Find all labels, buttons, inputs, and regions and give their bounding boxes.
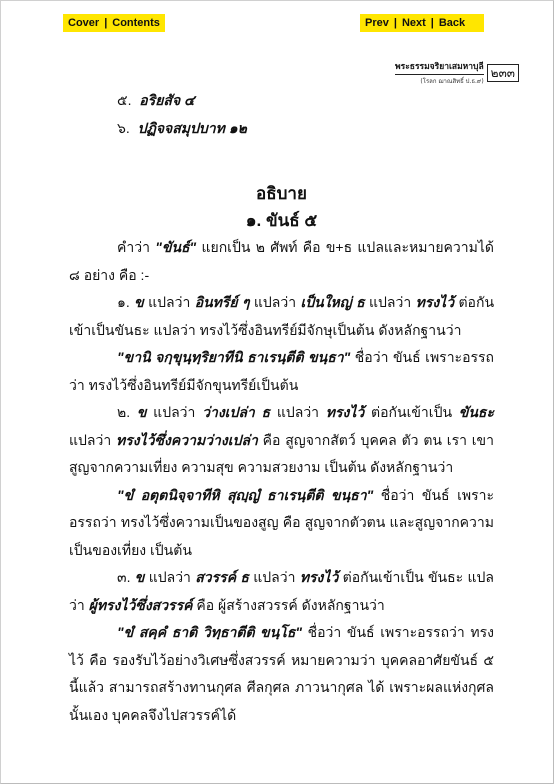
paragraph (69, 234, 494, 289)
paragraph (69, 289, 494, 344)
text-run: ต่อกันเข้าเป็น ขันธะ แปลว่า (69, 569, 494, 613)
text-run: แปลว่า (249, 294, 301, 310)
pali-quote: "ขํ อตุตนิจฺจาทีหิ สุญฺญํ ธาเรนฺตีติ ขนฺธา" (117, 486, 374, 503)
running-header (395, 59, 519, 86)
text-run: แปลว่า (144, 569, 196, 585)
text-run: แปลว่า (364, 294, 416, 310)
paragraph (69, 344, 494, 399)
back-link[interactable]: Back (438, 17, 466, 29)
list-item (69, 115, 494, 143)
pali-quote: "ขํ สคฺคํ ธาติ วิทฺธาตีติ ขนฺโธ" (117, 624, 303, 640)
text-run: คือ สูญจากสัตว์ บุคคล ตัว ตน เรา เขา สูญจากความเที่ยง ความสุข ความสวยงาม เป็นต้น ดังหลักฐานว่า (69, 431, 494, 475)
paragraph (69, 399, 494, 482)
term-emphasis: ข (134, 294, 144, 310)
text-run: ชื่อว่า ขันธ์ เพราะอรรถว่า ทรงไว้ คือ รองรับไว้อย่างวิเศษซึ่งสวรรค์ หมายความว่า บุคคลอาศัยขันธ์ ๕ นี้แล้ว สามารถสร้างทานกุศล ศีลกุศล ภาวนากุศล ได้ เพราะผลแห่งกุศลนั้นเอง บุคคลจึงไปสวรรค์ได้ (69, 624, 494, 723)
term-emphasis: ข (136, 404, 147, 420)
text-run: ต่อกันเข้าเป็นขันธะ แปลว่า ทรงไว้ซึ่งอินทรีย์มีจักษุเป็นต้น ดังหลักฐานว่า (69, 294, 495, 338)
text-run: แปลว่า (143, 294, 195, 310)
nav-separator: | (104, 17, 108, 29)
term-emphasis: ทรงไว้ (325, 404, 365, 420)
text-run: คำว่า (117, 239, 156, 255)
page-number: ๒๓๓ (487, 64, 519, 82)
text-run: แยกเป็น ๒ ศัพท์ คือ ข+ธ แปลและหมายความได้ ๘ อย่าง คือ :- (69, 239, 494, 283)
term-emphasis: ทรงไว้ (415, 294, 455, 310)
term-emphasis: เป็นใหญ่ (300, 294, 352, 310)
text-run: ชื่อว่า ขันธ์ เพราะอรรถว่า ทรงไว้ซึ่งความเป็นของสูญ คือ สูญจากตัวตน และสูญจากความเป็นของเที่ยง เป็นต้น (69, 486, 494, 558)
paragraph (69, 619, 494, 729)
header-title: พระธรรมจริยาเสมหาบุลี (395, 59, 484, 75)
text-run (255, 404, 262, 420)
text-run: ๑. (117, 294, 135, 310)
text-run: ๒. (117, 404, 137, 420)
prev-link[interactable]: Prev (365, 17, 389, 29)
term-emphasis: อินทรีย์ ๆ (194, 294, 250, 310)
list-item-number: ๖. (117, 119, 130, 136)
text-run: ต่อกันเข้าเป็น (364, 404, 459, 420)
text-run: ๓. (117, 569, 135, 585)
text-run: แปลว่า (146, 404, 203, 420)
page-content (69, 87, 494, 729)
term-emphasis: ทรงไว้ (299, 569, 339, 585)
term-emphasis: ธ (261, 404, 271, 420)
term-emphasis: ขันธะ (458, 404, 494, 420)
term-emphasis: "ขันธ์" (155, 239, 197, 255)
text-run: แปลว่า (69, 431, 117, 448)
nav-bar-right (360, 14, 484, 32)
section-title: อธิบาย (256, 184, 307, 203)
subsection-title: ๑. ขันธ์ ๕ (245, 211, 318, 230)
nav-bar-left (63, 14, 165, 32)
list-item (69, 87, 494, 115)
pali-quote: "ขานิ จกฺขุนฺทฺริยาทีนิ ธาเรนฺตีติ ขนฺธา" (117, 349, 351, 365)
list-item-number: ๕. (117, 92, 132, 108)
header-text (395, 59, 484, 86)
term-emphasis: ว่างเปล่า (202, 404, 255, 420)
nav-separator: | (393, 17, 397, 29)
paragraph (69, 564, 494, 619)
nav-separator: | (430, 17, 434, 29)
term-emphasis: สวรรค์ (195, 569, 237, 585)
text-run: คือ ผู้สร้างสวรรค์ ดังหลักฐานว่า (192, 596, 385, 613)
cover-link[interactable]: Cover (68, 17, 100, 29)
term-emphasis: ข (134, 569, 145, 585)
list-item-text: ปฏิจจสมุปบาท ๑๒ (137, 119, 247, 136)
term-emphasis: ธ (356, 294, 365, 310)
paragraph (69, 482, 494, 565)
contents-link[interactable]: Contents (112, 17, 160, 29)
header-subtitle: (โรลก ฌาณสิทธิ์ ป.ธ.๙) (420, 78, 484, 85)
term-emphasis: ทรงไว้ซึ่งความว่างเปล่า (116, 431, 258, 448)
term-emphasis: ธ (240, 569, 249, 585)
text-run: แปลว่า (248, 569, 300, 585)
text-run: แปลว่า (270, 404, 326, 420)
next-link[interactable]: Next (401, 17, 426, 29)
list-item-text: อริยสัจ ๔ (139, 92, 195, 108)
term-emphasis: ผู้ทรงไว้ซึ่งสวรรค์ (88, 596, 193, 613)
text-run: ชื่อว่า ขันธ์ เพราะอรรถว่า ทรงไว้ซึ่งอินทรีย์มีจักขุนทรีย์เป็นต้น (69, 349, 494, 393)
